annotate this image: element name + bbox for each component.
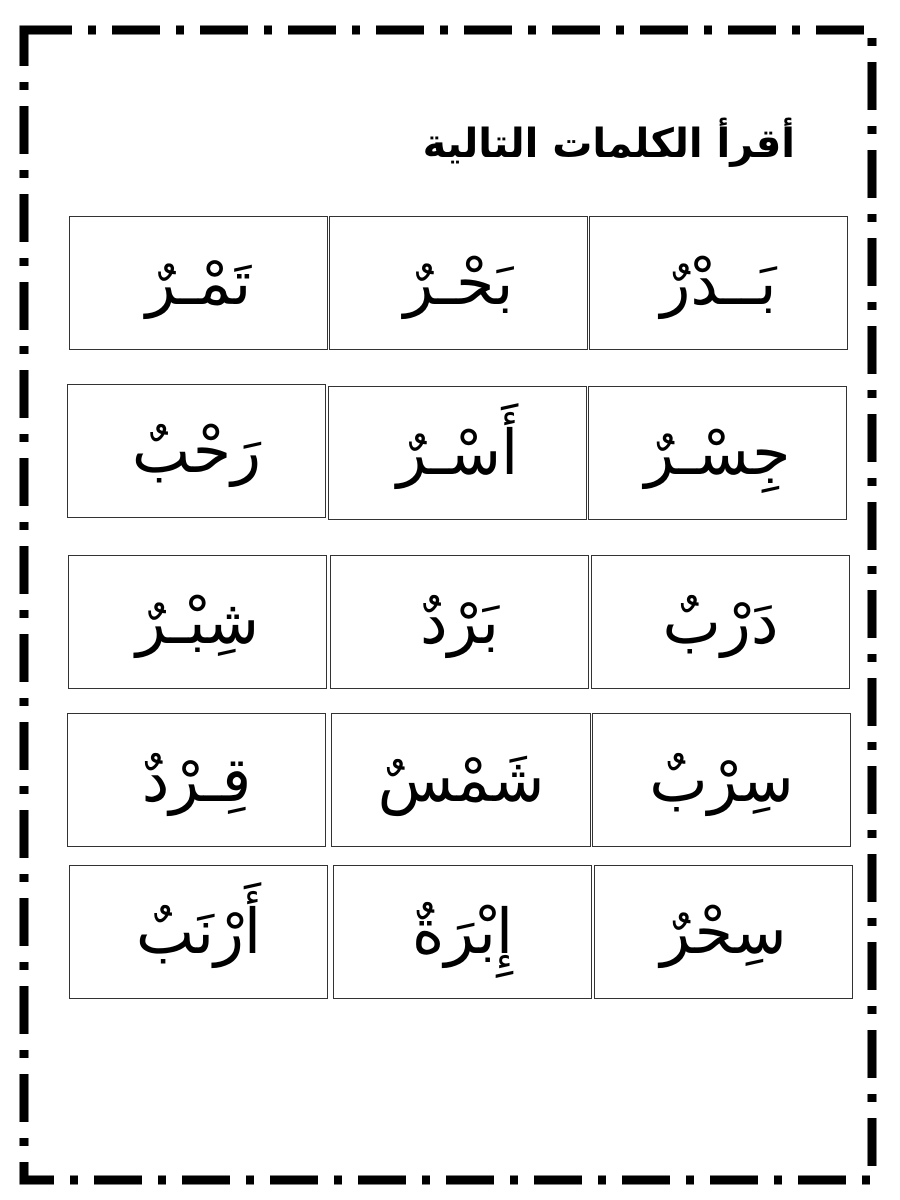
word-text: دَرْبٌ [662, 584, 779, 658]
word-card [69, 216, 328, 350]
word-text: جِسْـرٌ [644, 415, 791, 489]
word-text: بَحْـرٌ [403, 245, 514, 319]
word-card [333, 865, 592, 999]
word-card [67, 713, 326, 847]
word-card [329, 216, 588, 350]
word-text: سِرْبٌ [649, 742, 794, 816]
word-card [594, 865, 853, 999]
word-text: أَسْـرٌ [396, 415, 519, 489]
word-text: قِـرْدٌ [141, 742, 252, 816]
word-card [68, 555, 327, 689]
word-text: شَمْسٌ [377, 742, 545, 816]
word-text: رَحْبٌ [131, 413, 262, 487]
word-card [330, 555, 589, 689]
word-card [328, 386, 587, 520]
word-card [589, 216, 848, 350]
word-text: تَمْـرٌ [145, 245, 252, 319]
word-text: إِبْرَةٌ [411, 894, 514, 968]
word-text: بَرْدٌ [419, 584, 500, 658]
word-card [69, 865, 328, 999]
word-text: سِحْرٌ [660, 894, 787, 968]
word-text: بَــدْرٌ [660, 245, 777, 319]
word-card [591, 555, 850, 689]
word-card [67, 384, 326, 518]
word-card [588, 386, 847, 520]
word-card [592, 713, 851, 847]
word-text: شِبْـرٌ [135, 584, 260, 658]
worksheet-title: أقرأ الكلمات التالية [422, 121, 795, 167]
word-card [331, 713, 591, 847]
word-text: أَرْنَبٌ [135, 894, 262, 968]
